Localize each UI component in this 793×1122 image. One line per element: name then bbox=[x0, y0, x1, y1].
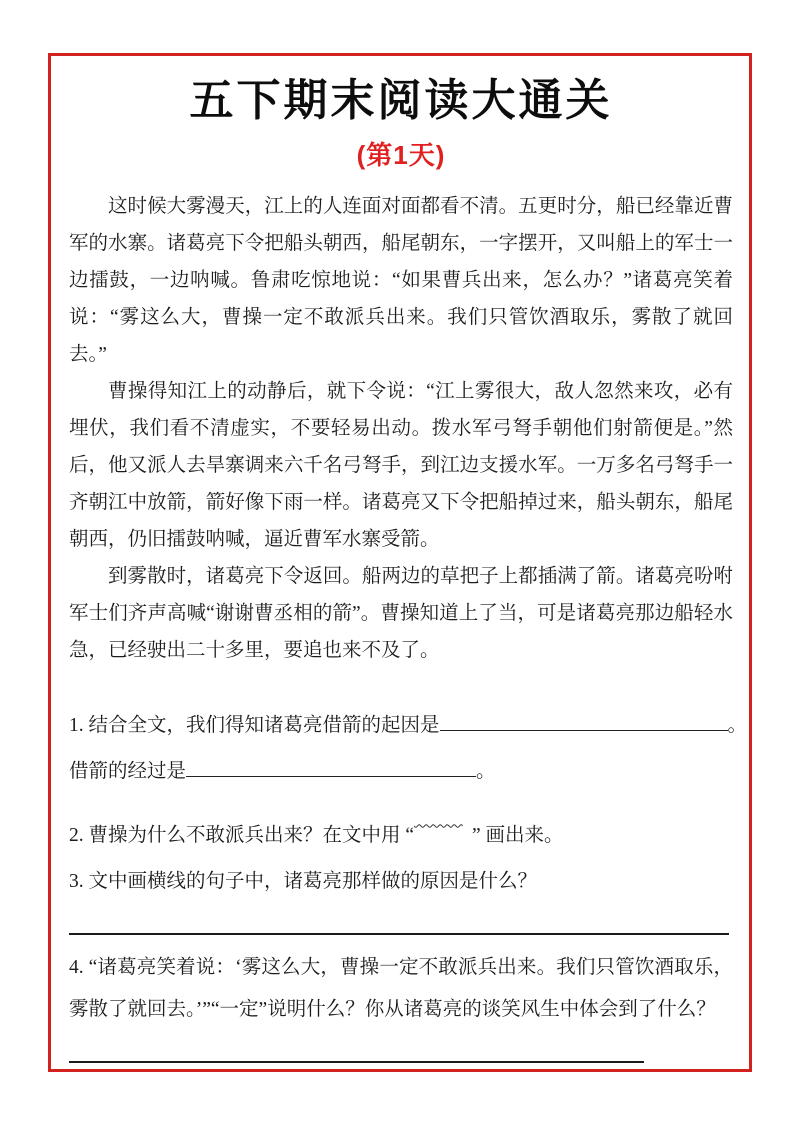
answer-line-q4 bbox=[69, 1061, 644, 1063]
red-border-frame bbox=[48, 53, 752, 1072]
answer-line-q3 bbox=[69, 933, 729, 935]
answer-blank-process bbox=[186, 758, 476, 777]
question-2 bbox=[69, 795, 733, 859]
question-1-period: 。 bbox=[727, 714, 748, 736]
question-1-text: 1. 结合全文，我们得知诸葛亮借箭的起因是 bbox=[69, 714, 440, 736]
question-3-text: 3. 文中画横线的句子中，诸葛亮那样做的原因是什么？ bbox=[69, 870, 538, 892]
question-1-line-2 bbox=[69, 749, 733, 795]
question-2-text: 2. 曹操为什么不敢派兵出来？在文中用 “ bbox=[69, 824, 415, 846]
passage-paragraph-3: 到雾散时，诸葛亮下令返回。船两边的草把子上都插满了箭。诸葛亮吩咐军士们齐声高喊“谢谢曹丞相的箭”。曹操知道上了当，可是诸葛亮那边船轻水急，已经驶出二十多里，要追也来不及了。 bbox=[69, 565, 733, 661]
question-1 bbox=[69, 703, 748, 795]
page-title: 五下期末阅读大通关 bbox=[189, 76, 613, 125]
reading-passage bbox=[69, 188, 733, 669]
question-4-text: 4. “诸葛亮笑着说：‘雾这么大，曹操一定不敢派兵出来。我们只管饮酒取乐，雾散了就回去。’”“一定”说明什么？你从诸葛亮的谈笑风生中体会到了什么？ bbox=[69, 956, 733, 1020]
question-1-line-1 bbox=[69, 703, 748, 749]
question-2-text-end: ” 画出来。 bbox=[472, 824, 564, 846]
question-4 bbox=[69, 947, 733, 1063]
question-3 bbox=[69, 859, 733, 935]
passage-paragraph-1: 这时候大雾漫天，江上的人连面对面都看不清。五更时分，船已经靠近曹军的水寨。诸葛亮下令把船头朝西，船尾朝东，一字摆开，又叫船上的军士一边擂鼓，一边呐喊。鲁肃吃惊地说：“如果曹兵出来，怎么办？”诸葛亮笑着说：“雾这么大，曹操一定不敢派兵出来。我们只管饮酒取乐，雾散了就回去。” bbox=[69, 195, 733, 365]
question-1-line-2-text: 借箭的经过是 bbox=[69, 760, 187, 782]
question-section bbox=[69, 703, 748, 1063]
question-1-line-2-period: 。 bbox=[476, 760, 496, 782]
day-subtitle: (第1天) bbox=[356, 139, 446, 170]
wavy-underline-blank bbox=[414, 795, 472, 841]
answer-blank-cause bbox=[440, 712, 728, 731]
passage-paragraph-2: 曹操得知江上的动静后，就下令说：“江上雾很大，敌人忽然来攻，必有埋伏，我们看不清虚实，不要轻易出动。拨水军弓弩手朝他们射箭便是。”然后，他又派人去旱寨调来六千名弓弩手，到江边支援水军。一万多名弓弩手一齐朝江中放箭，箭好像下雨一样。诸葛亮又下令把船掉过来，船头朝东，船尾朝西，仍旧擂鼓呐喊，逼近曹军水寨受箭。 bbox=[69, 380, 733, 550]
